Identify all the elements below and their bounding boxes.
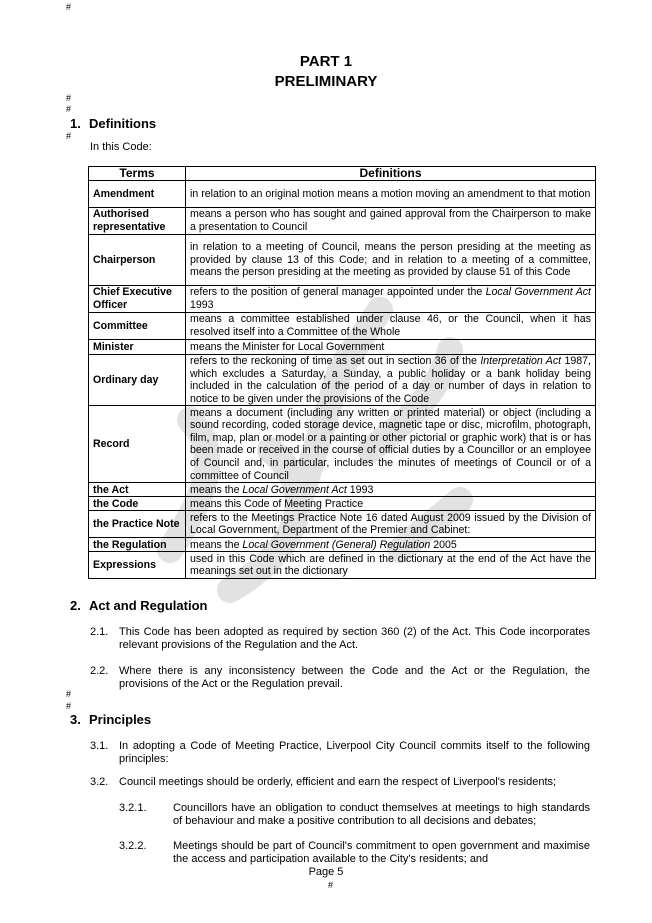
hash-marker: # [66,93,72,103]
clause-number: 2.2. [90,665,109,677]
hash-marker: # [66,701,72,711]
definition-cell: used in this Code which are defined in the dictionary at the end of the Act have the meanings set out in the dictionary [186,552,596,579]
table-row [89,235,596,286]
part-title: PRELIMINARY [274,73,378,90]
term-cell: the Practice Note [89,511,186,538]
definition-cell: means a person who has sought and gained approval from the Chairperson to make a presentation to Council [186,208,596,235]
clause-text: This Code has been adopted as required by section 360 (2) of the Act. This Code incorporates relevant provisions of the Regulation and the Act. [119,626,590,651]
subclause-number: 3.2.2. [119,840,147,852]
term-cell: Minister [89,340,186,355]
hash-marker: # [66,131,72,141]
table-row [89,511,596,538]
term-cell: the Act [89,483,186,497]
definition-cell: means the Local Government Act 1993 [186,483,596,497]
section-number: 3. [70,712,81,727]
table-row [89,313,596,340]
table-row [89,208,596,235]
definition-cell: in relation to a meeting of Council, means the person presiding at the meeting as provided by clause 13 of this Code; and in relation to a meeting of a committee, means the person presiding at the meeting as provided by clause 51 of this Code [186,235,596,286]
table-row [89,181,596,208]
part-heading: PART 1 [299,53,353,70]
term-cell: Chief Executive Officer [89,286,186,313]
definition-cell: means the Local Government (General) Regulation 2005 [186,538,596,552]
definition-cell: in relation to an original motion means a motion moving an amendment to that motion [186,181,596,208]
hash-marker: # [66,104,72,114]
definitions-table [88,166,596,579]
definition-cell: means this Code of Meeting Practice [186,497,596,511]
hash-marker: # [66,689,72,699]
section-title-principles: Principles [89,712,152,727]
table-row [89,286,596,313]
definitions-intro: In this Code: [90,141,152,153]
table-row [89,497,596,511]
term-cell: Committee [89,313,186,340]
section-number: 1. [70,116,81,131]
section-title-act-regulation: Act and Regulation [89,598,208,613]
definition-cell: refers to the position of general manager appointed under the Local Government Act 1993 [186,286,596,313]
definition-cell: means a committee established under clause 46, or the Council, when it has resolved itself into a Committee of the Whole [186,313,596,340]
subclause-text: Meetings should be part of Council's commitment to open government and maximise the access and participation available to the City's residents; and [173,840,590,865]
term-cell: Ordinary day [89,355,186,406]
subclause-text: Councillors have an obligation to conduct themselves at meetings to high standards of behaviour and make a positive contribution to all decisions and debates; [173,802,590,827]
table-row [89,355,596,406]
subclause-number: 3.2.1. [119,802,147,814]
definition-cell: refers to the Meetings Practice Note 16 dated August 2009 issued by the Division of Local Government, Department of the Premier and Cabinet: [186,511,596,538]
definition-cell: means a document (including any written or printed material) or object (including a sound recording, coded storage device, magnetic tape or disc, microfilm, photograph, film, map, plan or model or a painting or other pictorial or graphic work) that is or has been made or received in the course of official duties by a Councillor or an employee of Council and, in particular, includes the minutes of meetings of Council or of a committee of Council [186,406,596,483]
table-header-row [89,167,596,181]
section-number: 2. [70,598,81,613]
hash-marker: # [66,2,72,12]
term-cell: Authorised representative [89,208,186,235]
table-row [89,538,596,552]
table-row [89,483,596,497]
term-cell: the Regulation [89,538,186,552]
header-definitions: Definitions [186,167,596,181]
clause-number: 3.2. [90,776,109,788]
clause-text: Council meetings should be orderly, efficient and earn the respect of Liverpool's residents; [119,776,557,788]
hash-marker: # [328,880,334,890]
term-cell: Expressions [89,552,186,579]
section-title-definitions: Definitions [89,116,157,131]
term-cell: the Code [89,497,186,511]
term-cell: Record [89,406,186,483]
table-row [89,406,596,483]
definition-cell: refers to the reckoning of time as set out in section 36 of the Interpretation Act 1987, which excludes a Saturday, a Sunday, a public holiday or a bank holiday being included in the calculation of the period of a day or number of days in relation to notice to be given under the provisions of the Code [186,355,596,406]
term-cell: Amendment [89,181,186,208]
table-row [89,552,596,579]
page-number: Page 5 [308,866,344,878]
clause-text: In adopting a Code of Meeting Practice, Liverpool City Council commits itself to the following principles: [119,740,590,765]
clause-text: Where there is any inconsistency between the Code and the Act or the Regulation, the provisions of the Act or the Regulation prevail. [119,665,590,690]
clause-number: 3.1. [90,740,109,752]
table-row [89,340,596,355]
header-terms: Terms [89,167,186,181]
definition-cell: means the Minister for Local Government [186,340,596,355]
term-cell: Chairperson [89,235,186,286]
clause-number: 2.1. [90,626,109,638]
